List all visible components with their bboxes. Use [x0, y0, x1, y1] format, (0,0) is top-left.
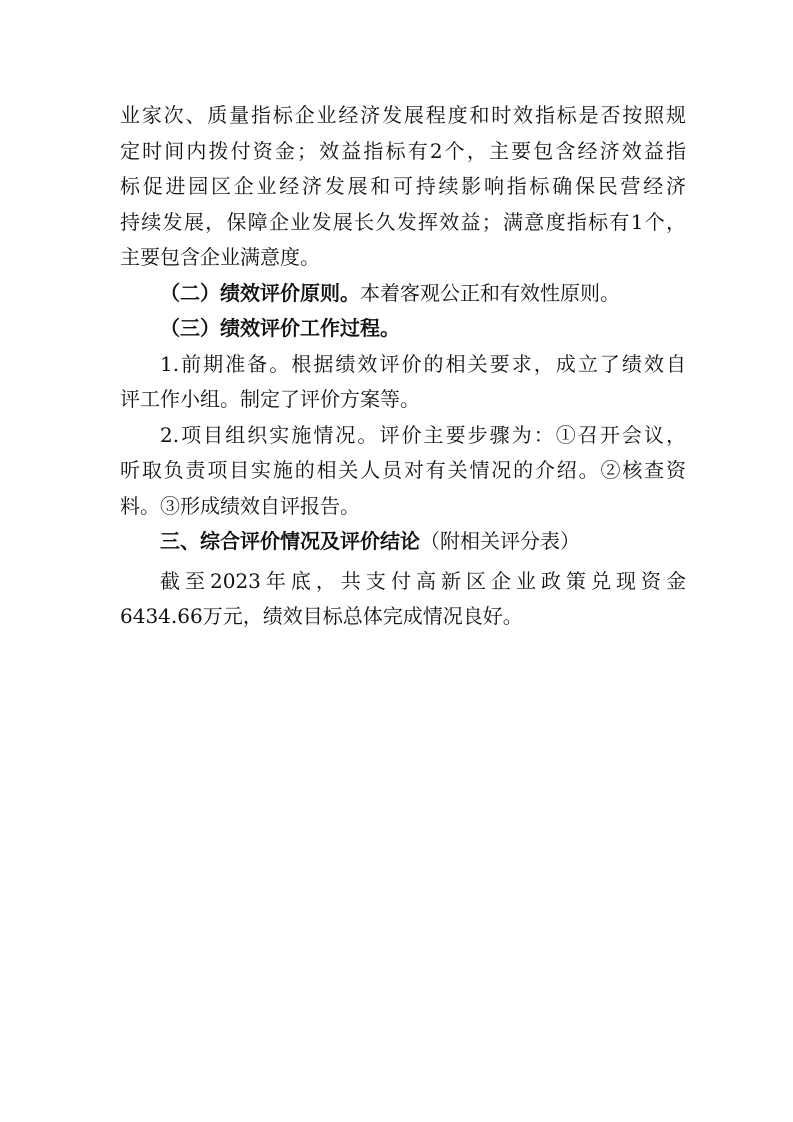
section-heading: 三、综合评价情况及评价结论 [160, 529, 420, 553]
section-evaluation-principle [120, 276, 686, 312]
section-heading: （二）绩效评价原则。 [160, 280, 360, 305]
item-line: 2.项目组织实施情况。评价主要步骤为：①召开会议， [160, 422, 686, 447]
conclusion-paragraph [120, 564, 686, 635]
section-note: （附相关评分表） [420, 529, 580, 553]
section-evaluation-process [120, 311, 686, 347]
item-line: 评工作小组。制定了评价方案等。 [120, 387, 420, 411]
item-preparation [120, 347, 686, 418]
item-line: 料。③形成绩效自评报告。 [120, 493, 360, 518]
conclusion-line: 6434.66万元，绩效目标总体完成情况良好。 [120, 604, 523, 628]
paragraph-line: 定时间内拨付资金；效益指标有2个，主要包含经济效益指 [120, 138, 686, 163]
section-line [160, 524, 686, 560]
document-body [120, 98, 686, 635]
item-line: 听取负责项目实施的相关人员对有关情况的介绍。②核查资 [120, 458, 686, 482]
section-line [160, 276, 686, 312]
section-overall-evaluation [120, 524, 686, 560]
conclusion-line: 截至2023年底，共支付高新区企业政策兑现资金 [160, 568, 686, 593]
section-text: 本着客观公正和有效性原则。 [360, 280, 620, 305]
section-heading: （三）绩效评价工作过程。 [160, 316, 400, 340]
paragraph-line: 持续发展，保障企业发展长久发挥效益；满意度指标有1个， [120, 209, 686, 234]
paragraph-line: 业家次、质量指标企业经济发展程度和时效指标是否按照规 [120, 103, 686, 127]
paragraph-indicators [120, 98, 686, 276]
item-line: 1.前期准备。根据绩效评价的相关要求，成立了绩效自 [160, 351, 686, 376]
item-implementation [120, 418, 686, 525]
paragraph-line: 主要包含企业满意度。 [120, 245, 320, 269]
paragraph-line: 标促进园区企业经济发展和可持续影响指标确保民营经济 [120, 174, 686, 198]
